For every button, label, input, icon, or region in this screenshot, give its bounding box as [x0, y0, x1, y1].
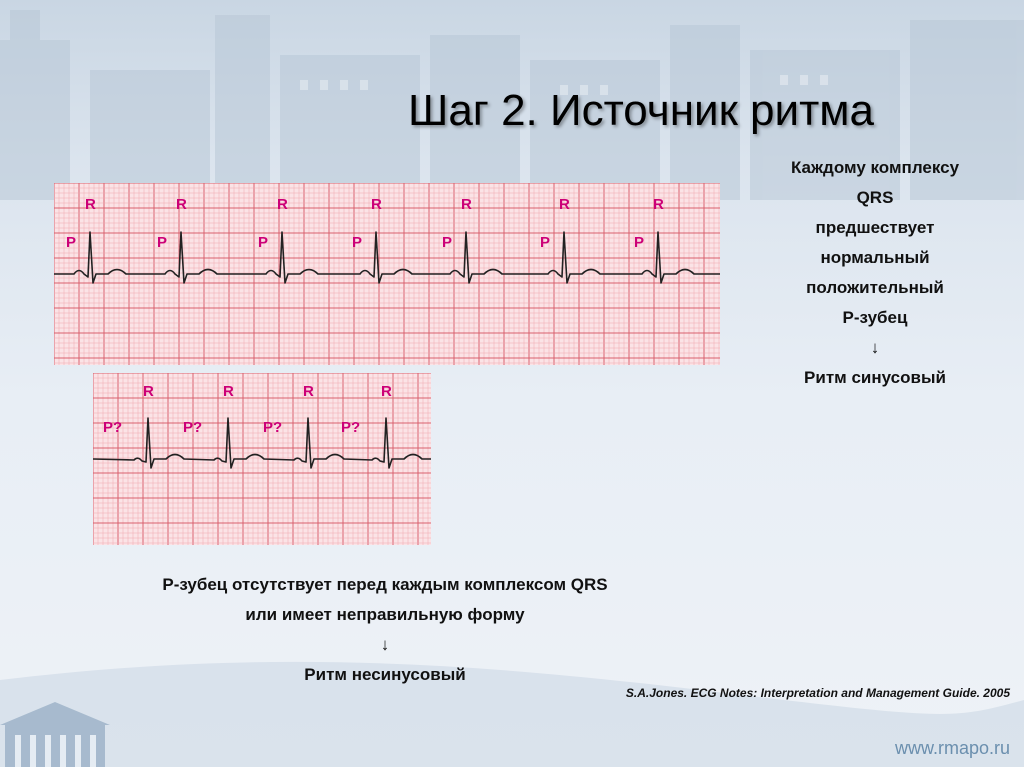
r-wave-label: R — [85, 196, 96, 213]
criteria-line: нормальный — [820, 248, 930, 267]
r-wave-label: R — [277, 196, 288, 213]
p-wave-label: P? — [263, 419, 283, 436]
ecg-strip-normal — [54, 183, 720, 365]
non-sinus-rhythm-criteria — [80, 570, 690, 690]
p-wave-label: P? — [103, 419, 123, 436]
p-wave-label: P? — [183, 419, 203, 436]
website-link[interactable]: www.rmapo.ru — [894, 738, 1010, 758]
criteria-line: QRS — [856, 188, 894, 207]
p-wave-label: P — [157, 234, 168, 251]
p-wave-label: P — [352, 234, 363, 251]
criteria-conclusion: Ритм несинусовый — [304, 665, 466, 684]
r-wave-label: R — [461, 196, 472, 213]
p-wave-label: P? — [341, 419, 361, 436]
r-wave-label: R — [559, 196, 570, 213]
ecg-strip-abnormal — [93, 373, 431, 545]
slide-title: Шаг 2. Источник ритма — [408, 86, 874, 135]
p-wave-label: P — [634, 234, 645, 251]
criteria-line: положительный — [806, 278, 944, 297]
criteria-line: Р-зубец — [842, 308, 908, 327]
criteria-line: или имеет неправильную форму — [245, 605, 525, 624]
p-wave-label: P — [258, 234, 269, 251]
criteria-conclusion: Ритм синусовый — [804, 368, 946, 387]
r-wave-label: R — [381, 383, 392, 400]
r-wave-label: R — [653, 196, 664, 213]
criteria-line: Р-зубец отсутствует перед каждым комплексом QRS — [162, 575, 608, 594]
r-wave-label: R — [371, 196, 382, 213]
down-arrow-icon: ↓ — [380, 635, 390, 654]
p-wave-label: P — [540, 234, 551, 251]
criteria-line: предшествует — [815, 218, 935, 237]
criteria-line: Каждому комплексу — [790, 158, 960, 177]
r-wave-label: R — [176, 196, 187, 213]
citation: S.A.Jones. ECG Notes: Interpretation and Management Guide. 2005 — [625, 686, 1010, 700]
r-wave-label: R — [223, 383, 234, 400]
r-wave-label: R — [143, 383, 154, 400]
sinus-rhythm-criteria — [750, 153, 1000, 393]
down-arrow-icon: ↓ — [870, 338, 880, 357]
p-wave-label: P — [442, 234, 453, 251]
r-wave-label: R — [303, 383, 314, 400]
p-wave-label: P — [66, 234, 77, 251]
